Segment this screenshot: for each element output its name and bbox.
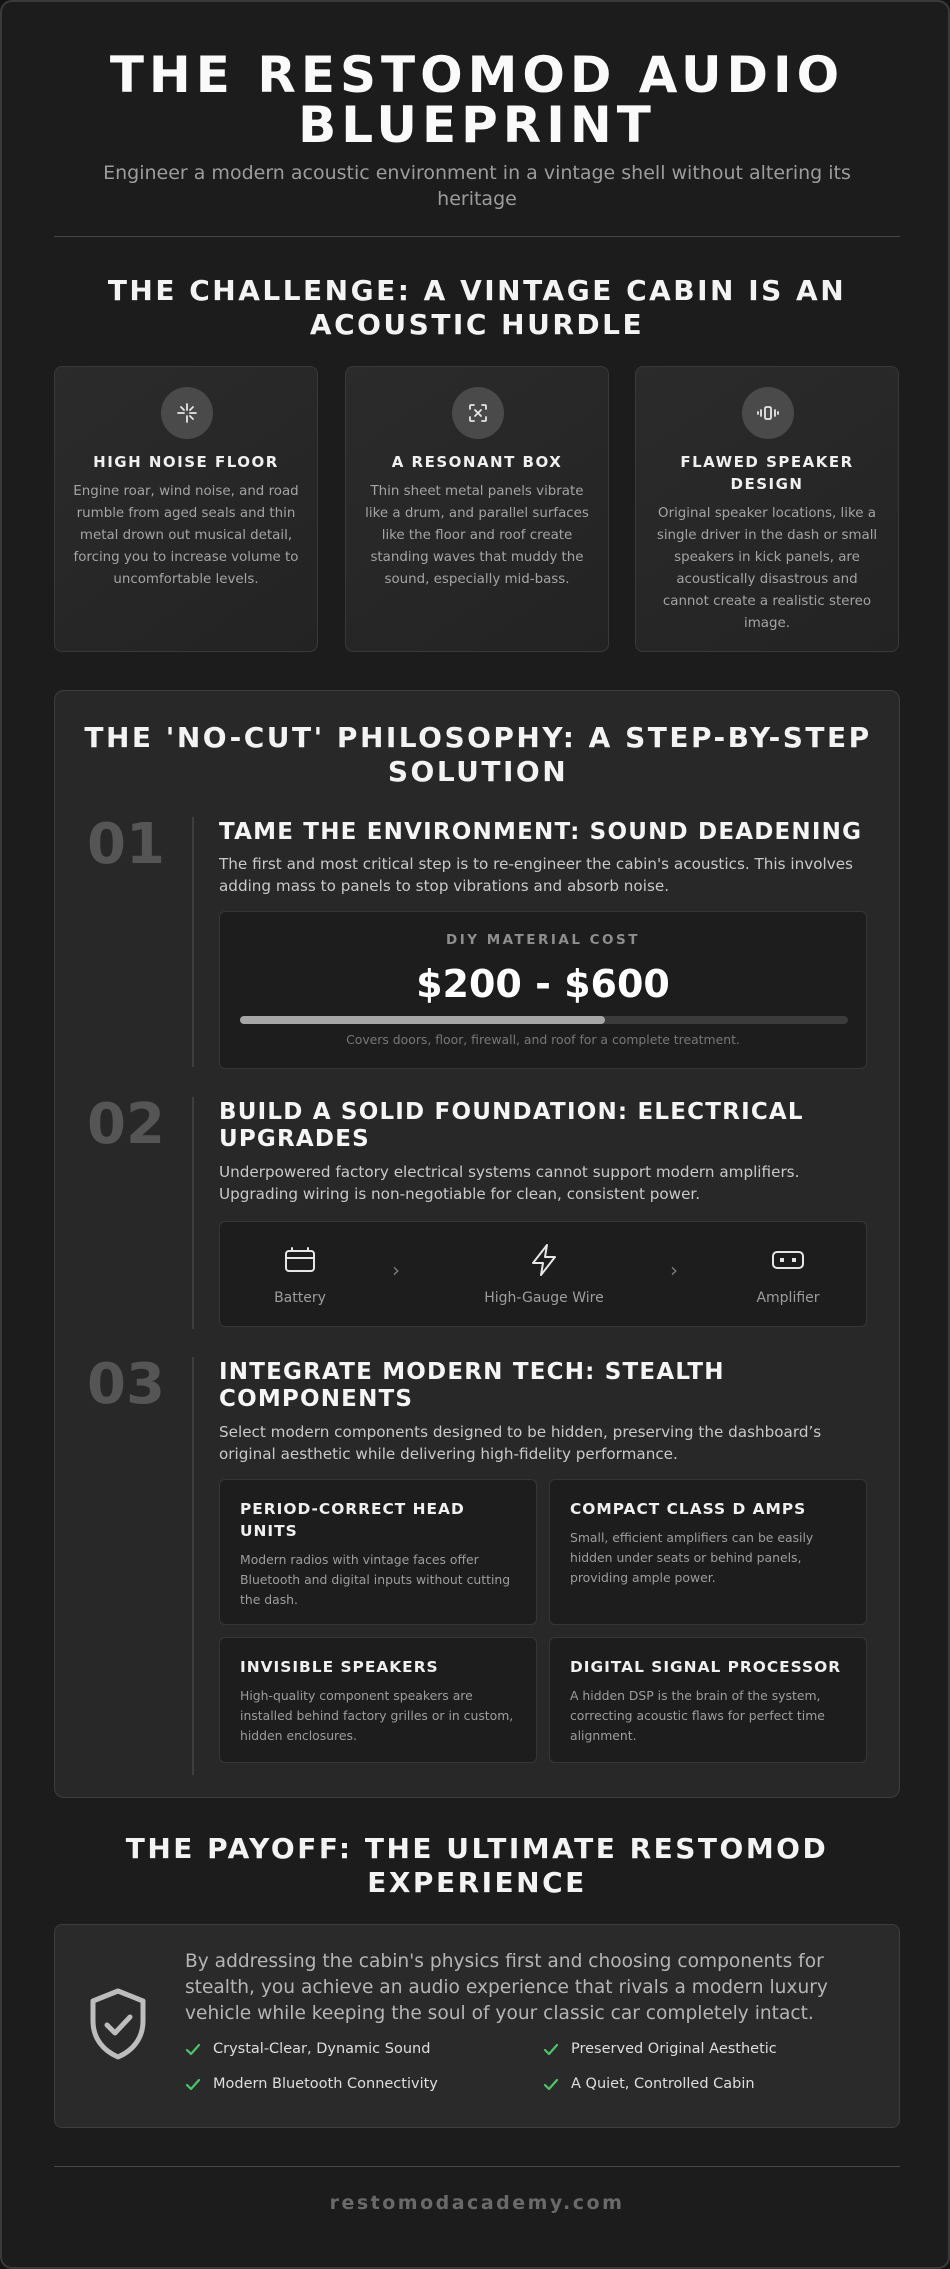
challenge-card-noise [54,366,318,652]
flow-label: High-Gauge Wire [484,1290,604,1306]
page-subtitle: Engineer a modern acoustic environment in a vintage shell without altering its heritage [103,162,851,210]
challenge-card-desc: Engine roar, wind noise, and road rumble from aged seals and thin metal drown out musical detail, forcing you to increase volume to uncomfortable levels. [73,484,299,587]
step-title: TAME THE ENVIRONMENT: SOUND DEADENING [219,819,863,845]
feature-label: Modern Bluetooth Connectivity [213,2076,438,2092]
divider [54,236,900,237]
cost-progress-bar [240,1016,848,1024]
step-number: 03 [87,1352,165,1417]
step-number: 01 [87,812,165,877]
challenge-card-title: A RESONANT BOX [391,453,563,471]
payoff-desc: By addressing the cabin's physics first and choosing components for stealth, you achieve an audio experience that rivals a modern luxury vehicle while keeping the soul of your classic car completely intact. [185,1951,828,2024]
feature-label: Crystal-Clear, Dynamic Sound [213,2041,431,2057]
flow-label: Battery [274,1290,326,1306]
component-title: INVISIBLE SPEAKERS [240,1658,439,1676]
amplifier-icon [698,1240,878,1280]
flow-item-amplifier [698,1240,878,1306]
feature-label: A Quiet, Controlled Cabin [571,2076,755,2092]
cost-box [219,911,867,1069]
check-icon [543,2043,559,2056]
divider [54,2166,900,2167]
challenge-card-desc: Thin sheet metal panels vibrate like a drum, and parallel surfaces like the floor and roof create standing waves that muddy the sound, especially mid-bass. [365,484,589,587]
cost-value: $200 - $600 [416,962,670,1006]
component-card [549,1479,867,1625]
philosophy-panel [54,690,900,1798]
feature-item [543,2041,777,2057]
step-title: BUILD A SOLID FOUNDATION: ELECTRICAL UPGRADES [219,1099,804,1152]
component-title: COMPACT CLASS D AMPS [570,1500,807,1518]
check-icon [543,2078,559,2091]
challenge-card-title: FLAWED SPEAKER DESIGN [680,453,854,493]
step-desc: Select modern components designed to be hidden, preserving the dashboard’s original aesthetic while delivering high-fidelity performance. [219,1423,822,1463]
shield-check-icon [87,1987,149,2065]
flow-label: Amplifier [756,1290,820,1306]
battery-icon [210,1240,390,1280]
challenge-card-speaker [635,366,899,652]
component-desc: Small, efficient amplifiers can be easily hidden under seats or behind panels, providing ample power. [570,1530,814,1585]
component-title: PERIOD-CORRECT HEAD UNITS [240,1500,465,1540]
step-desc: Underpowered factory electrical systems cannot support modern amplifiers. Upgrading wiring is non-negotiable for clean, consistent power. [219,1163,800,1203]
check-icon [185,2043,201,2056]
step-timeline-line [192,1357,194,1775]
component-desc: A hidden DSP is the brain of the system, correcting acoustic flaws for perfect time alignment. [570,1688,825,1743]
challenge-card-desc: Original speaker locations, like a single driver in the dash or small speakers in kick panels, are acoustically disastrous and cannot create a realistic stereo image. [656,506,878,631]
resonant-box-icon [452,387,504,439]
power-flow-box [219,1221,867,1327]
challenge-card-resonant [345,366,609,652]
feature-item [543,2076,755,2092]
noise-icon [161,387,213,439]
page-title: THE RESTOMOD AUDIO BLUEPRINT [109,46,845,154]
component-card [219,1637,537,1763]
flow-item-wire [454,1240,634,1306]
step-number: 02 [87,1092,165,1157]
step-timeline-line [192,1097,194,1329]
payoff-panel [54,1924,900,2128]
cost-label: DIY MATERIAL COST [446,932,640,948]
component-card [549,1637,867,1763]
cost-progress-fill [240,1016,605,1024]
feature-item [185,2076,438,2092]
component-desc: Modern radios with vintage faces offer Bluetooth and digital inputs without cutting the dash. [240,1552,511,1607]
lightning-icon [454,1240,634,1280]
feature-label: Preserved Original Aesthetic [571,2041,777,2057]
component-card [219,1479,537,1625]
chevron-right-icon: › [392,1258,400,1282]
footer-url[interactable]: restomodacademy.com [329,2192,625,2214]
vibration-icon [742,387,794,439]
feature-item [185,2041,430,2057]
challenge-heading: THE CHALLENGE: A VINTAGE CABIN IS AN ACOUSTIC HURDLE [107,274,847,341]
payoff-heading: THE PAYOFF: THE ULTIMATE RESTOMOD EXPERIENCE [125,1832,829,1899]
component-title: DIGITAL SIGNAL PROCESSOR [570,1658,842,1676]
step-desc: The first and most critical step is to re-engineer the cabin's acoustics. This involves adding mass to panels to stop vibrations and absorb noise. [219,855,853,895]
component-desc: High-quality component speakers are installed behind factory grilles or in custom, hidden enclosures. [240,1688,514,1743]
challenge-card-title: HIGH NOISE FLOOR [93,453,279,471]
cost-note: Covers doors, floor, firewall, and roof for a complete treatment. [346,1032,740,1047]
philosophy-heading: THE 'NO-CUT' PHILOSOPHY: A STEP-BY-STEP SOLUTION [84,721,872,788]
chevron-right-icon: › [670,1258,678,1282]
step-title: INTEGRATE MODERN TECH: STEALTH COMPONENTS [219,1359,725,1412]
flow-item-battery [210,1240,390,1306]
step-timeline-line [192,817,194,1067]
check-icon [185,2078,201,2091]
